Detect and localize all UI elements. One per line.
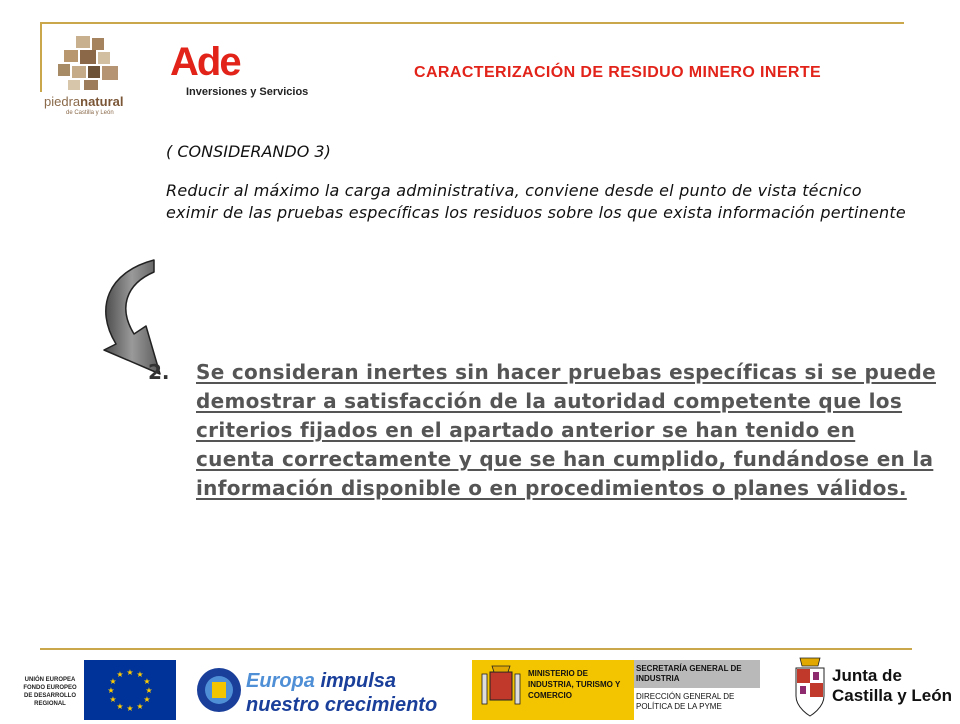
ministerio-label: MINISTERIO DE INDUSTRIA, TURISMO Y COMERCIO	[528, 669, 621, 700]
point-text: Se consideran inertes sin hacer pruebas específicas si se puede demostrar a satisfacción de la autoridad competente que los criterios fijados en el apartado anterior se han tenido en cuenta correctamente y que se han cumplido, fundándose en la información disponible o en procedimientos o planes válidos.	[196, 360, 936, 500]
svg-text:★: ★	[116, 702, 124, 711]
europa-line2: nuestro crecimiento	[246, 694, 438, 716]
svg-text:★: ★	[136, 702, 144, 711]
page-title: CARACTERIZACIÓN DE RESIDUO MINERO INERTE	[414, 64, 822, 81]
svg-text:★: ★	[136, 670, 144, 679]
europa-impulsa-logo	[196, 660, 446, 720]
junta-castilla-leon-logo	[792, 656, 960, 720]
svg-text:★: ★	[143, 695, 151, 704]
secretaria-bottom-label: DIRECCIÓN GENERAL DE POLÍTICA DE LA PYME	[636, 692, 735, 711]
svg-text:★: ★	[107, 686, 115, 695]
ade-logo	[170, 40, 320, 104]
svg-text:★: ★	[143, 677, 151, 686]
eu-feder-label: UNIÓN EUROPEA FONDO EUROPEO DE DESARROLLO REGIONAL	[23, 677, 77, 707]
svg-text:★: ★	[109, 677, 117, 686]
secretaria-top-label: SECRETARÍA GENERAL DE INDUSTRIA	[634, 660, 760, 688]
svg-text:★: ★	[145, 686, 153, 695]
svg-text:★: ★	[126, 668, 134, 677]
piedra-natural-subtitle: de Castilla y León	[66, 110, 114, 116]
piedra-natural-logo	[42, 36, 142, 122]
svg-text:★: ★	[109, 695, 117, 704]
svg-text:★: ★	[126, 704, 134, 713]
castilla-leon-shield-icon	[792, 656, 828, 718]
eu-stars-icon	[84, 660, 176, 720]
eu-flag-icon	[84, 660, 176, 720]
point-number: 2.	[148, 360, 170, 384]
considerando-label: ( CONSIDERANDO 3)	[166, 142, 331, 161]
spain-coat-of-arms-icon	[476, 662, 526, 718]
europa-circle-icon	[196, 662, 242, 718]
ministerio-logo	[472, 660, 634, 720]
ade-subtitle: Inversiones y Servicios	[186, 86, 309, 98]
intro-paragraph: Reducir al máximo la carga administrativa, conviene desde el punto de vista técnico eximir de las pruebas específicas los residuos sobre los que exista información pertinente	[166, 181, 906, 222]
bottom-divider	[40, 648, 912, 650]
junta-label: Junta de Castilla y León	[832, 666, 952, 705]
secretaria-logo	[634, 660, 760, 720]
ade-wordmark: Ade	[170, 40, 240, 84]
top-divider	[40, 22, 904, 24]
europa-line1: Europa impulsa	[246, 670, 397, 692]
stone-mosaic-icon	[58, 36, 122, 92]
piedra-natural-wordmark: piedranatural	[44, 94, 124, 109]
svg-text:★: ★	[116, 670, 124, 679]
